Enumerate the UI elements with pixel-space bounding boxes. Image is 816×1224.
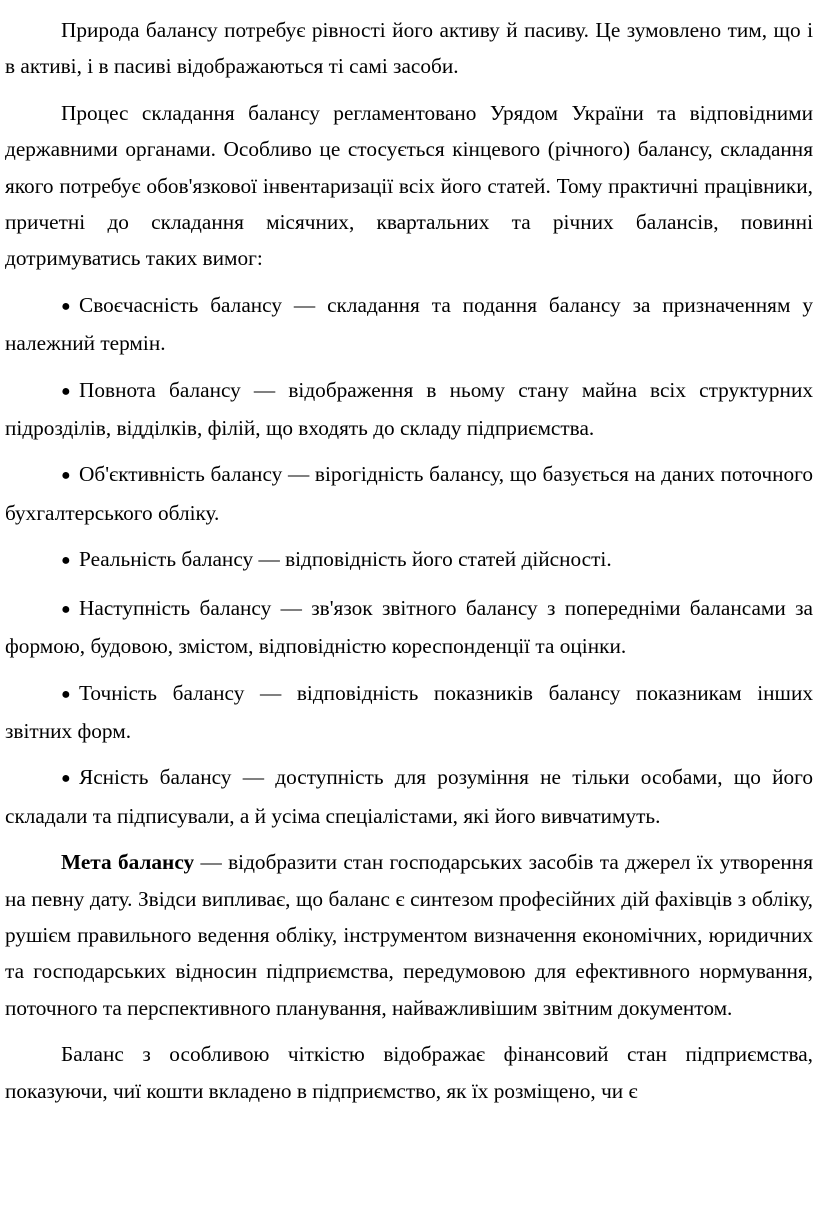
paragraph-balance-financial: Баланс з особливою чіткістю відображає фінансовий стан підприємства, показуючи, чиї кошти вкладено в підприємство, як їх розміщено, чи є bbox=[5, 1042, 813, 1103]
bullet-icon: ● bbox=[61, 382, 71, 400]
paragraph-balance-process: Процес складання балансу регламентовано Урядом України та відповідними державними органами. Особливо це стосується кінцевого (річного) балансу, складання якого потребує обов'язкової інвентаризації всіх його статей. Тому практичні працівники, причетні до складання місячних, квартальних та річних балансів, повинні дотримуватись таких вимог: bbox=[5, 100, 813, 271]
bullet-icon: ● bbox=[61, 770, 71, 788]
goal-text: — відобразити стан господарських засобів та джерел їх утворення на певну дату. Звідси випливає, що баланс є синтезом професійних дій фахівців з обліку, рушієм правильного ведення обліку, інструментом визначення економічних, юридичних та господарських відносин підприємства, передумовою для ефективного нормування, поточного та перспективного планування, найважливішим звітним документом. bbox=[5, 850, 813, 1020]
bullet-icon: ● bbox=[61, 297, 71, 315]
list-item bbox=[5, 456, 813, 531]
bullet-icon: ● bbox=[61, 600, 71, 618]
list-item-text: Повнота балансу — відображення в ньому стану майна всіх структурних підрозділів, відділків, філій, що входять до складу підприємства. bbox=[5, 377, 813, 441]
bullet-icon: ● bbox=[61, 685, 71, 703]
list-item-text: Об'єктивність балансу — вірогідність балансу, що базується на даних поточного бухгалтерського обліку. bbox=[5, 462, 813, 525]
list-item-text: Реальність балансу — відповідність його статей дійсності. bbox=[79, 547, 612, 572]
list-item-text: Наступність балансу — зв'язок звітного балансу з попередніми балансами за формою, будовою, змістом, відповідністю кореспонденції та оцінки. bbox=[5, 595, 813, 659]
list-item bbox=[5, 287, 813, 362]
paragraph-balance-nature: Природа балансу потребує рівності його активу й пасиву. Це зумовлено тим, що і в активі, і в пасиві відображаються ті самі засоби. bbox=[5, 18, 813, 79]
list-item-text: Своєчасність балансу — складання та подання балансу за призначенням у належний термін. bbox=[5, 292, 813, 356]
paragraph-balance-goal bbox=[5, 844, 813, 1026]
list-item-text: Точність балансу — відповідність показників балансу показникам інших звітних форм. bbox=[5, 680, 813, 743]
bullet-icon: ● bbox=[61, 552, 71, 570]
list-item-text: Ясність балансу — доступність для розуміння не тільки особами, що його складали та підписували, а й усіма спеціалістами, які його вивчатимуть. bbox=[5, 765, 813, 828]
list-item bbox=[5, 759, 813, 834]
goal-term: Мета балансу bbox=[61, 850, 195, 875]
list-item bbox=[5, 541, 813, 579]
bullet-icon: ● bbox=[61, 467, 71, 485]
list-item bbox=[5, 590, 813, 665]
list-item bbox=[5, 372, 813, 447]
list-item bbox=[5, 675, 813, 750]
